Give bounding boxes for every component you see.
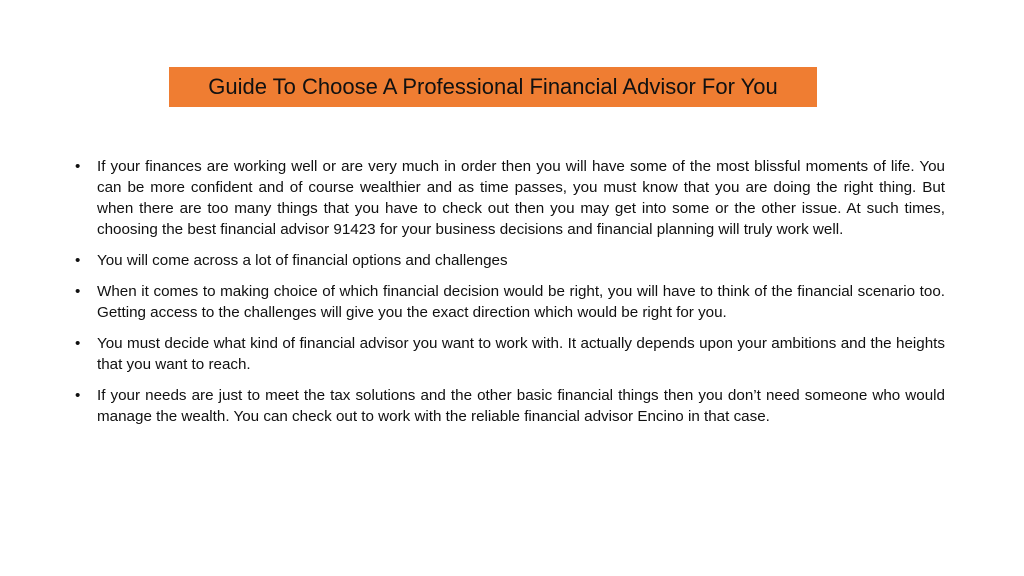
bullet-item-2	[75, 250, 945, 271]
bullet-text-4: You must decide what kind of financial advisor you want to work with. It actually depends upon your ambitions and the heights that you want to reach.	[97, 335, 945, 373]
bullet-item-5	[75, 385, 945, 427]
bullet-icon: •	[75, 252, 81, 269]
bullet-icon: •	[75, 335, 81, 352]
bullet-icon: •	[75, 158, 81, 175]
page-title: Guide To Choose A Professional Financial Advisor For You	[208, 74, 778, 99]
bullet-item-4	[75, 333, 945, 375]
bullet-icon: •	[75, 387, 81, 404]
bullet-text-3: When it comes to making choice of which financial decision would be right, you will have to think of the financial scenario too. Getting access to the challenges will give you the exact direction which would be right for you.	[97, 283, 945, 321]
bullet-icon: •	[75, 283, 81, 300]
title-banner	[169, 67, 817, 107]
bullet-list	[75, 156, 945, 427]
bullet-text-1: If your finances are working well or are very much in order then you will have some of the most blissful moments of life. You can be more confident and of course wealthier and as time passes, you must know that you are doing the right thing. But when there are too many things that you have to check out then you may get into some or the other issue. At such times, choosing the best financial advisor 91423 for your business decisions and financial planning will truly work well.	[97, 158, 945, 238]
bullet-text-2: You will come across a lot of financial options and challenges	[97, 252, 508, 269]
bullet-text-5: If your needs are just to meet the tax solutions and the other basic financial things then you don’t need someone who would manage the wealth. You can check out to work with the reliable financial advisor Encino in that case.	[97, 387, 945, 425]
content-area	[75, 156, 945, 437]
bullet-item-1	[75, 156, 945, 240]
bullet-item-3	[75, 281, 945, 323]
